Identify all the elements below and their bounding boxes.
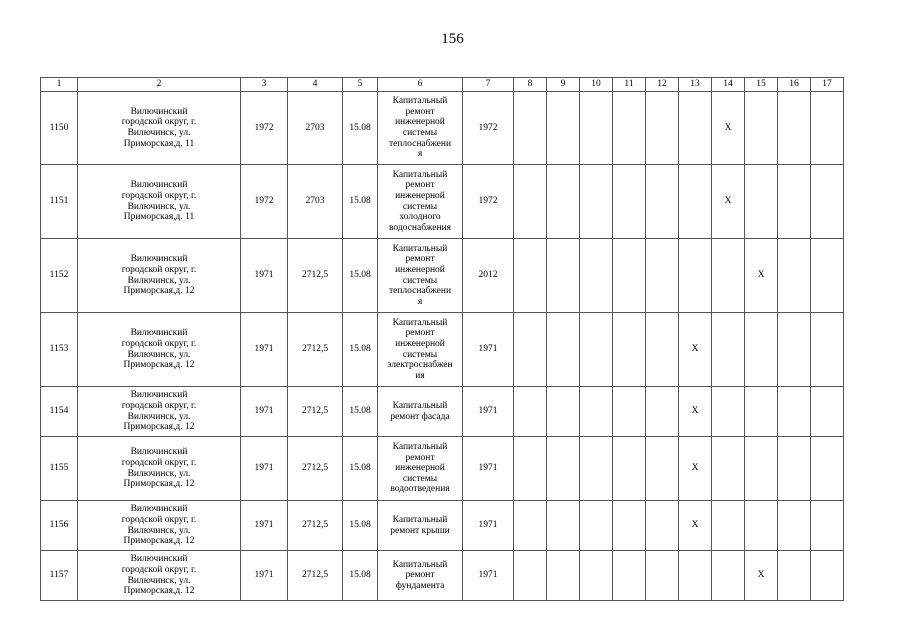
cell-col-15 — [745, 437, 778, 501]
cell-col-11 — [613, 92, 646, 165]
cell-address: Вилючинский городской округ, г. Вилючинск, ул. Приморская,д. 12 — [78, 501, 241, 551]
cell-year-done: 1971 — [463, 387, 514, 437]
cell-build-year: 1971 — [241, 551, 288, 601]
cell-area: 2703 — [288, 92, 343, 165]
cell-col-15: X — [745, 239, 778, 313]
cell-work-type: Капитальный ремонт инженерной системы холодного водоснабжения — [378, 165, 463, 239]
cell-address: Вилючинский городской округ, г. Вилючинск, ул. Приморская,д. 12 — [78, 313, 241, 387]
header-cell: 7 — [463, 78, 514, 92]
header-cell: 15 — [745, 78, 778, 92]
cell-col-14 — [712, 501, 745, 551]
cell-col-13: X — [679, 387, 712, 437]
cell-col-10 — [580, 551, 613, 601]
cell-col-13: X — [679, 501, 712, 551]
cell-code: 15.08 — [343, 501, 378, 551]
cell-work-type: Капитальный ремонт фасада — [378, 387, 463, 437]
cell-col-14 — [712, 437, 745, 501]
cell-row-number: 1150 — [41, 92, 78, 165]
cell-col-12 — [646, 387, 679, 437]
cell-year-done: 1972 — [463, 92, 514, 165]
cell-col-12 — [646, 239, 679, 313]
table-row — [41, 92, 844, 165]
cell-code: 15.08 — [343, 165, 378, 239]
cell-col-10 — [580, 437, 613, 501]
header-cell: 5 — [343, 78, 378, 92]
cell-col-13 — [679, 92, 712, 165]
cell-col-11 — [613, 501, 646, 551]
table-row — [41, 313, 844, 387]
table-row — [41, 165, 844, 239]
page-number: 156 — [441, 31, 464, 47]
header-row — [41, 78, 844, 92]
cell-work-type: Капитальный ремонт фундамента — [378, 551, 463, 601]
cell-build-year: 1971 — [241, 501, 288, 551]
cell-work-type: Капитальный ремонт крыши — [378, 501, 463, 551]
cell-col-15 — [745, 92, 778, 165]
cell-col-17 — [811, 501, 844, 551]
header-cell: 10 — [580, 78, 613, 92]
cell-col-14: X — [712, 92, 745, 165]
cell-col-15 — [745, 501, 778, 551]
header-cell: 3 — [241, 78, 288, 92]
cell-col-10 — [580, 165, 613, 239]
cell-col-16 — [778, 551, 811, 601]
cell-row-number: 1152 — [41, 239, 78, 313]
cell-col-8 — [514, 437, 547, 501]
cell-area: 2712,5 — [288, 387, 343, 437]
cell-col-16 — [778, 387, 811, 437]
cell-year-done: 1971 — [463, 313, 514, 387]
header-cell: 17 — [811, 78, 844, 92]
cell-col-8 — [514, 387, 547, 437]
cell-col-12 — [646, 501, 679, 551]
cell-year-done: 1972 — [463, 165, 514, 239]
cell-area: 2712,5 — [288, 501, 343, 551]
cell-col-12 — [646, 313, 679, 387]
cell-col-17 — [811, 92, 844, 165]
cell-col-15: X — [745, 551, 778, 601]
cell-col-15 — [745, 387, 778, 437]
cell-col-9 — [547, 501, 580, 551]
table-row — [41, 551, 844, 601]
cell-col-17 — [811, 239, 844, 313]
cell-col-12 — [646, 437, 679, 501]
header-cell: 1 — [41, 78, 78, 92]
cell-col-13 — [679, 551, 712, 601]
cell-code: 15.08 — [343, 92, 378, 165]
cell-year-done: 2012 — [463, 239, 514, 313]
cell-col-17 — [811, 387, 844, 437]
cell-col-17 — [811, 437, 844, 501]
cell-col-8 — [514, 239, 547, 313]
header-cell: 12 — [646, 78, 679, 92]
cell-col-16 — [778, 92, 811, 165]
cell-code: 15.08 — [343, 551, 378, 601]
cell-address: Вилючинский городской округ, г. Вилючинск, ул. Приморская,д. 12 — [78, 551, 241, 601]
cell-col-13 — [679, 239, 712, 313]
cell-col-16 — [778, 501, 811, 551]
cell-col-16 — [778, 437, 811, 501]
cell-col-10 — [580, 239, 613, 313]
cell-col-11 — [613, 551, 646, 601]
cell-col-15 — [745, 165, 778, 239]
cell-col-9 — [547, 313, 580, 387]
header-cell: 9 — [547, 78, 580, 92]
cell-col-13: X — [679, 437, 712, 501]
cell-col-13: X — [679, 313, 712, 387]
cell-col-13 — [679, 165, 712, 239]
cell-col-12 — [646, 92, 679, 165]
cell-address: Вилючинский городской округ, г. Вилючинск, ул. Приморская,д. 12 — [78, 239, 241, 313]
cell-row-number: 1157 — [41, 551, 78, 601]
cell-col-10 — [580, 92, 613, 165]
table-row — [41, 239, 844, 313]
table-row — [41, 437, 844, 501]
cell-row-number: 1151 — [41, 165, 78, 239]
cell-area: 2712,5 — [288, 551, 343, 601]
header-cell: 4 — [288, 78, 343, 92]
cell-col-9 — [547, 239, 580, 313]
cell-col-14: X — [712, 165, 745, 239]
cell-col-11 — [613, 239, 646, 313]
cell-build-year: 1971 — [241, 387, 288, 437]
cell-col-9 — [547, 165, 580, 239]
cell-address: Вилючинский городской округ, г. Вилючинск, ул. Приморская,д. 12 — [78, 437, 241, 501]
cell-col-10 — [580, 387, 613, 437]
cell-col-9 — [547, 551, 580, 601]
cell-code: 15.08 — [343, 387, 378, 437]
cell-col-12 — [646, 551, 679, 601]
repair-schedule-table — [40, 77, 844, 601]
cell-col-11 — [613, 313, 646, 387]
cell-col-14 — [712, 313, 745, 387]
cell-area: 2712,5 — [288, 437, 343, 501]
cell-build-year: 1972 — [241, 92, 288, 165]
cell-row-number: 1156 — [41, 501, 78, 551]
header-cell: 6 — [378, 78, 463, 92]
cell-col-9 — [547, 92, 580, 165]
header-cell: 11 — [613, 78, 646, 92]
table-row — [41, 501, 844, 551]
cell-col-11 — [613, 437, 646, 501]
cell-col-11 — [613, 387, 646, 437]
cell-address: Вилючинский городской округ, г. Вилючинск, ул. Приморская,д. 12 — [78, 387, 241, 437]
cell-col-15 — [745, 313, 778, 387]
cell-row-number: 1155 — [41, 437, 78, 501]
cell-col-11 — [613, 165, 646, 239]
cell-col-16 — [778, 239, 811, 313]
cell-col-17 — [811, 551, 844, 601]
cell-code: 15.08 — [343, 239, 378, 313]
cell-work-type: Капитальный ремонт инженерной системы электроснабжен ия — [378, 313, 463, 387]
cell-col-8 — [514, 92, 547, 165]
cell-col-16 — [778, 313, 811, 387]
cell-area: 2703 — [288, 165, 343, 239]
cell-col-9 — [547, 437, 580, 501]
cell-col-14 — [712, 551, 745, 601]
cell-work-type: Капитальный ремонт инженерной системы теплоснабжени я — [378, 239, 463, 313]
cell-col-10 — [580, 501, 613, 551]
cell-col-8 — [514, 313, 547, 387]
header-cell: 8 — [514, 78, 547, 92]
header-cell: 16 — [778, 78, 811, 92]
table-row — [41, 387, 844, 437]
cell-col-14 — [712, 387, 745, 437]
cell-address: Вилючинский городской округ, г. Вилючинск, ул. Приморская,д. 11 — [78, 165, 241, 239]
cell-build-year: 1972 — [241, 165, 288, 239]
cell-build-year: 1971 — [241, 313, 288, 387]
cell-year-done: 1971 — [463, 551, 514, 601]
cell-col-9 — [547, 387, 580, 437]
cell-area: 2712,5 — [288, 313, 343, 387]
cell-col-14 — [712, 239, 745, 313]
cell-col-8 — [514, 551, 547, 601]
cell-col-8 — [514, 501, 547, 551]
cell-area: 2712,5 — [288, 239, 343, 313]
cell-address: Вилючинский городской округ, г. Вилючинск, ул. Приморская,д. 11 — [78, 92, 241, 165]
cell-row-number: 1153 — [41, 313, 78, 387]
cell-build-year: 1971 — [241, 437, 288, 501]
cell-year-done: 1971 — [463, 501, 514, 551]
cell-col-10 — [580, 313, 613, 387]
header-cell: 13 — [679, 78, 712, 92]
cell-build-year: 1971 — [241, 239, 288, 313]
cell-col-8 — [514, 165, 547, 239]
header-cell: 2 — [78, 78, 241, 92]
header-cell: 14 — [712, 78, 745, 92]
cell-row-number: 1154 — [41, 387, 78, 437]
cell-code: 15.08 — [343, 437, 378, 501]
cell-work-type: Капитальный ремонт инженерной системы водоотведения — [378, 437, 463, 501]
cell-col-17 — [811, 313, 844, 387]
cell-work-type: Капитальный ремонт инженерной системы теплоснабжени я — [378, 92, 463, 165]
cell-col-12 — [646, 165, 679, 239]
cell-year-done: 1971 — [463, 437, 514, 501]
cell-code: 15.08 — [343, 313, 378, 387]
cell-col-17 — [811, 165, 844, 239]
cell-col-16 — [778, 165, 811, 239]
